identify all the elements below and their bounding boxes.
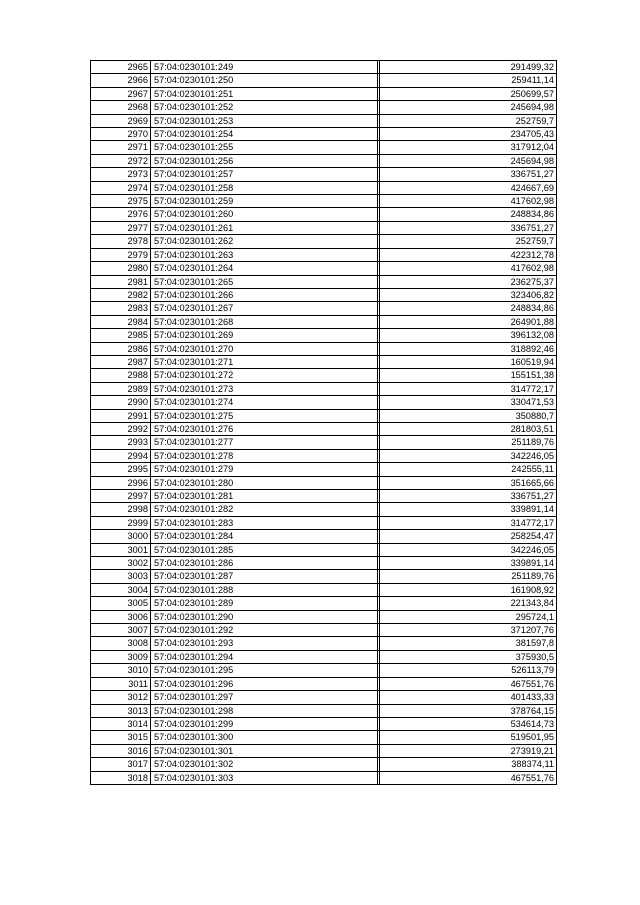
cadastral-number-cell: 57:04:0230101:283	[151, 516, 378, 529]
cadastral-value-cell: 161908,92	[380, 583, 557, 596]
row-number-cell: 2983	[91, 302, 151, 315]
cadastral-value-cell: 258254,47	[380, 530, 557, 543]
cadastral-value-cell: 526113,79	[380, 664, 557, 677]
cadastral-number-cell: 57:04:0230101:277	[151, 436, 378, 449]
cadastral-value-cell: 252759,7	[380, 235, 557, 248]
table-row	[91, 664, 557, 677]
cadastral-value-cell: 422312,78	[380, 248, 557, 261]
cadastral-value-cell: 251189,76	[380, 570, 557, 583]
table-row	[91, 221, 557, 234]
cadastral-number-cell: 57:04:0230101:264	[151, 262, 378, 275]
row-number-cell: 3015	[91, 731, 151, 744]
row-number-cell: 2982	[91, 288, 151, 301]
cadastral-number-cell: 57:04:0230101:281	[151, 490, 378, 503]
cadastral-number-cell: 57:04:0230101:288	[151, 583, 378, 596]
cadastral-number-cell: 57:04:0230101:289	[151, 597, 378, 610]
table-row	[91, 597, 557, 610]
row-number-cell: 2972	[91, 154, 151, 167]
row-number-cell: 3000	[91, 530, 151, 543]
table-row	[91, 128, 557, 141]
cadastral-value-cell: 336751,27	[380, 490, 557, 503]
cadastral-value-cell: 330471,53	[380, 396, 557, 409]
row-number-cell: 3010	[91, 664, 151, 677]
cadastral-value-cell: 160519,94	[380, 355, 557, 368]
row-number-cell: 2994	[91, 449, 151, 462]
row-number-cell: 3001	[91, 543, 151, 556]
row-number-cell: 2992	[91, 422, 151, 435]
cadastral-value-cell: 381597,8	[380, 637, 557, 650]
row-number-cell: 3013	[91, 704, 151, 717]
cadastral-value-cell: 236275,37	[380, 275, 557, 288]
table-row	[91, 758, 557, 771]
table-row	[91, 248, 557, 261]
table-row	[91, 691, 557, 704]
cadastral-number-cell: 57:04:0230101:269	[151, 329, 378, 342]
row-number-cell: 3014	[91, 717, 151, 730]
cadastral-value-cell: 264901,88	[380, 315, 557, 328]
cadastral-number-cell: 57:04:0230101:257	[151, 168, 378, 181]
table-row	[91, 583, 557, 596]
table-row	[91, 436, 557, 449]
row-number-cell: 2980	[91, 262, 151, 275]
row-number-cell: 2991	[91, 409, 151, 422]
table-row	[91, 530, 557, 543]
table-row	[91, 610, 557, 623]
table-row	[91, 650, 557, 663]
cadastral-number-cell: 57:04:0230101:258	[151, 181, 378, 194]
cadastral-number-cell: 57:04:0230101:282	[151, 503, 378, 516]
cadastral-value-cell: 242555,11	[380, 463, 557, 476]
cadastral-value-cell: 336751,27	[380, 221, 557, 234]
cadastral-number-cell: 57:04:0230101:267	[151, 302, 378, 315]
cadastral-number-cell: 57:04:0230101:279	[151, 463, 378, 476]
table-row	[91, 195, 557, 208]
cadastral-number-cell: 57:04:0230101:292	[151, 624, 378, 637]
cadastral-number-cell: 57:04:0230101:298	[151, 704, 378, 717]
table-row	[91, 114, 557, 127]
cadastral-value-cell: 245694,98	[380, 154, 557, 167]
cadastral-number-cell: 57:04:0230101:273	[151, 382, 378, 395]
row-number-cell: 2977	[91, 221, 151, 234]
cadastral-value-cell: 317912,04	[380, 141, 557, 154]
cadastral-value-cell: 388374,11	[380, 758, 557, 771]
cadastral-value-cell: 519501,95	[380, 731, 557, 744]
row-number-cell: 2967	[91, 87, 151, 100]
cadastral-number-cell: 57:04:0230101:286	[151, 557, 378, 570]
row-number-cell: 2997	[91, 490, 151, 503]
row-number-cell: 2993	[91, 436, 151, 449]
row-number-cell: 3003	[91, 570, 151, 583]
row-number-cell: 2989	[91, 382, 151, 395]
cadastral-number-cell: 57:04:0230101:263	[151, 248, 378, 261]
cadastral-value-cell: 424667,69	[380, 181, 557, 194]
row-number-cell: 3018	[91, 771, 151, 784]
cadastral-value-cell: 295724,1	[380, 610, 557, 623]
cadastral-number-cell: 57:04:0230101:293	[151, 637, 378, 650]
cadastral-value-cell: 350880,7	[380, 409, 557, 422]
table-row	[91, 771, 557, 784]
row-number-cell: 2986	[91, 342, 151, 355]
row-number-cell: 2985	[91, 329, 151, 342]
row-number-cell: 2981	[91, 275, 151, 288]
cadastral-number-cell: 57:04:0230101:294	[151, 650, 378, 663]
row-number-cell: 3011	[91, 677, 151, 690]
table-row	[91, 342, 557, 355]
cadastral-number-cell: 57:04:0230101:297	[151, 691, 378, 704]
cadastral-value-cell: 155151,38	[380, 369, 557, 382]
row-number-cell: 2975	[91, 195, 151, 208]
cadastral-value-cell: 259411,14	[380, 74, 557, 87]
table-row	[91, 74, 557, 87]
table-row	[91, 543, 557, 556]
cadastral-value-cell: 375930,5	[380, 650, 557, 663]
cadastral-number-cell: 57:04:0230101:284	[151, 530, 378, 543]
row-number-cell: 3017	[91, 758, 151, 771]
row-number-cell: 2984	[91, 315, 151, 328]
cadastral-value-cell: 336751,27	[380, 168, 557, 181]
cadastral-value-cell: 467551,76	[380, 771, 557, 784]
row-number-cell: 2996	[91, 476, 151, 489]
cadastral-number-cell: 57:04:0230101:300	[151, 731, 378, 744]
row-number-cell: 3002	[91, 557, 151, 570]
row-number-cell: 2970	[91, 128, 151, 141]
cadastral-number-cell: 57:04:0230101:272	[151, 369, 378, 382]
cadastral-number-cell: 57:04:0230101:278	[151, 449, 378, 462]
row-number-cell: 3007	[91, 624, 151, 637]
table-row	[91, 490, 557, 503]
table-row	[91, 315, 557, 328]
table-row	[91, 154, 557, 167]
cadastral-value-cell: 221343,84	[380, 597, 557, 610]
cadastral-value-cell: 342246,05	[380, 449, 557, 462]
table-row	[91, 409, 557, 422]
table-row	[91, 449, 557, 462]
row-number-cell: 2995	[91, 463, 151, 476]
cadastral-value-cell: 314772,17	[380, 382, 557, 395]
table-row	[91, 570, 557, 583]
cadastral-number-cell: 57:04:0230101:249	[151, 61, 378, 74]
cadastral-number-cell: 57:04:0230101:262	[151, 235, 378, 248]
cadastral-number-cell: 57:04:0230101:287	[151, 570, 378, 583]
row-number-cell: 2978	[91, 235, 151, 248]
cadastral-value-cell: 234705,43	[380, 128, 557, 141]
row-number-cell: 2988	[91, 369, 151, 382]
cadastral-value-cell: 252759,7	[380, 114, 557, 127]
table-row	[91, 557, 557, 570]
table-row	[91, 744, 557, 757]
cadastral-number-cell: 57:04:0230101:252	[151, 101, 378, 114]
cadastral-number-cell: 57:04:0230101:261	[151, 221, 378, 234]
cadastral-number-cell: 57:04:0230101:280	[151, 476, 378, 489]
cadastral-value-cell: 248834,86	[380, 208, 557, 221]
row-number-cell: 3009	[91, 650, 151, 663]
cadastral-value-cell: 378764,15	[380, 704, 557, 717]
row-number-cell: 3016	[91, 744, 151, 757]
cadastral-value-cell: 291499,32	[380, 61, 557, 74]
cadastral-value-cell: 342246,05	[380, 543, 557, 556]
cadastral-number-cell: 57:04:0230101:299	[151, 717, 378, 730]
row-number-cell: 2974	[91, 181, 151, 194]
row-number-cell: 2990	[91, 396, 151, 409]
row-number-cell: 2999	[91, 516, 151, 529]
cadastral-number-cell: 57:04:0230101:268	[151, 315, 378, 328]
row-number-cell: 2976	[91, 208, 151, 221]
table-row	[91, 717, 557, 730]
cadastral-number-cell: 57:04:0230101:276	[151, 422, 378, 435]
cadastral-number-cell: 57:04:0230101:270	[151, 342, 378, 355]
row-number-cell: 3004	[91, 583, 151, 596]
cadastral-number-cell: 57:04:0230101:256	[151, 154, 378, 167]
cadastral-number-cell: 57:04:0230101:251	[151, 87, 378, 100]
row-number-cell: 2998	[91, 503, 151, 516]
table-row	[91, 677, 557, 690]
row-number-cell: 2969	[91, 114, 151, 127]
row-number-cell: 3008	[91, 637, 151, 650]
row-number-cell: 3005	[91, 597, 151, 610]
cadastral-number-cell: 57:04:0230101:296	[151, 677, 378, 690]
row-number-cell: 2968	[91, 101, 151, 114]
cadastral-number-cell: 57:04:0230101:285	[151, 543, 378, 556]
cadastral-number-cell: 57:04:0230101:302	[151, 758, 378, 771]
table-row	[91, 516, 557, 529]
cadastral-number-cell: 57:04:0230101:271	[151, 355, 378, 368]
table-row	[91, 503, 557, 516]
table-body	[91, 61, 557, 785]
table-row	[91, 235, 557, 248]
table-row	[91, 637, 557, 650]
cadastral-value-table	[90, 60, 557, 785]
cadastral-value-cell: 339891,14	[380, 557, 557, 570]
table-row	[91, 704, 557, 717]
cadastral-value-cell: 417602,98	[380, 262, 557, 275]
cadastral-value-cell: 467551,76	[380, 677, 557, 690]
cadastral-number-cell: 57:04:0230101:301	[151, 744, 378, 757]
cadastral-value-cell: 250699,57	[380, 87, 557, 100]
cadastral-number-cell: 57:04:0230101:254	[151, 128, 378, 141]
cadastral-value-cell: 314772,17	[380, 516, 557, 529]
cadastral-value-cell: 396132,08	[380, 329, 557, 342]
cadastral-number-cell: 57:04:0230101:303	[151, 771, 378, 784]
table-row	[91, 61, 557, 74]
table-row	[91, 396, 557, 409]
table-row	[91, 329, 557, 342]
cadastral-value-cell: 273919,21	[380, 744, 557, 757]
table-row	[91, 208, 557, 221]
row-number-cell: 2979	[91, 248, 151, 261]
table-row	[91, 302, 557, 315]
cadastral-number-cell: 57:04:0230101:295	[151, 664, 378, 677]
row-number-cell: 3012	[91, 691, 151, 704]
table-row	[91, 141, 557, 154]
table-row	[91, 624, 557, 637]
row-number-cell: 3006	[91, 610, 151, 623]
table-row	[91, 476, 557, 489]
row-number-cell: 2965	[91, 61, 151, 74]
cadastral-number-cell: 57:04:0230101:260	[151, 208, 378, 221]
cadastral-value-cell: 534614,73	[380, 717, 557, 730]
table-row	[91, 181, 557, 194]
cadastral-number-cell: 57:04:0230101:259	[151, 195, 378, 208]
table-row	[91, 355, 557, 368]
table-row	[91, 101, 557, 114]
cadastral-value-cell: 281803,51	[380, 422, 557, 435]
table-row	[91, 87, 557, 100]
cadastral-value-cell: 251189,76	[380, 436, 557, 449]
cadastral-value-cell: 351665,66	[380, 476, 557, 489]
cadastral-number-cell: 57:04:0230101:250	[151, 74, 378, 87]
table-row	[91, 168, 557, 181]
cadastral-value-cell: 417602,98	[380, 195, 557, 208]
cadastral-number-cell: 57:04:0230101:266	[151, 288, 378, 301]
table-row	[91, 369, 557, 382]
table-row	[91, 422, 557, 435]
row-number-cell: 2987	[91, 355, 151, 368]
cadastral-number-cell: 57:04:0230101:253	[151, 114, 378, 127]
cadastral-number-cell: 57:04:0230101:274	[151, 396, 378, 409]
cadastral-value-cell: 318892,46	[380, 342, 557, 355]
cadastral-value-cell: 323406,82	[380, 288, 557, 301]
cadastral-value-cell: 248834,86	[380, 302, 557, 315]
table-row	[91, 262, 557, 275]
cadastral-number-cell: 57:04:0230101:275	[151, 409, 378, 422]
cadastral-value-cell: 401433,33	[380, 691, 557, 704]
row-number-cell: 2971	[91, 141, 151, 154]
cadastral-value-cell: 339891,14	[380, 503, 557, 516]
table-row	[91, 275, 557, 288]
row-number-cell: 2973	[91, 168, 151, 181]
table-row	[91, 731, 557, 744]
table-row	[91, 288, 557, 301]
cadastral-value-cell: 245694,98	[380, 101, 557, 114]
row-number-cell: 2966	[91, 74, 151, 87]
cadastral-number-cell: 57:04:0230101:265	[151, 275, 378, 288]
cadastral-value-cell: 371207,76	[380, 624, 557, 637]
cadastral-number-cell: 57:04:0230101:290	[151, 610, 378, 623]
cadastral-number-cell: 57:04:0230101:255	[151, 141, 378, 154]
table-row	[91, 382, 557, 395]
table-row	[91, 463, 557, 476]
